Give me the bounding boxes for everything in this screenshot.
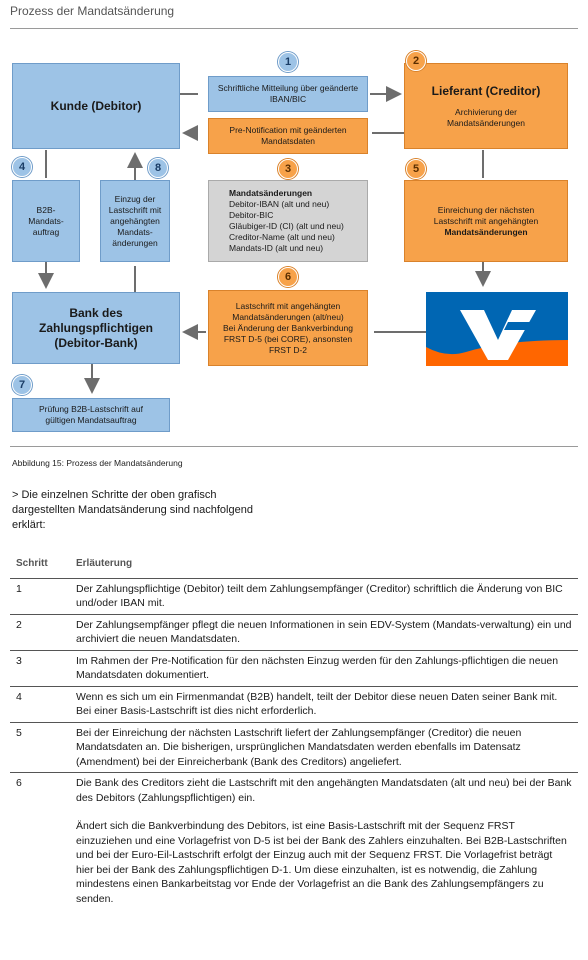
table-row [10, 650, 578, 686]
row-text: Der Zahlungsempfänger pflegt die neuen Informationen in sein EDV-System (Mandats-verwaltung) ein und archiviert die neuen Mandatsdaten. [70, 614, 578, 650]
step-1-badge: 1 [278, 52, 298, 72]
table-row [10, 578, 578, 614]
step-1-box: Schriftliche Mitteilung über geänderte IBAN/BIC [208, 76, 368, 112]
step-6-badge: 6 [278, 267, 298, 287]
table-row [10, 686, 578, 722]
gray-line: Creditor-Name (alt und neu) [229, 232, 335, 242]
table-row [10, 614, 578, 650]
einreichung-text: Einreichung der nächsten Lastschrift mit angehängten [433, 204, 539, 226]
row-text: Bei der Einreichung der nächsten Lastschrift liefert der Zahlungsempfänger (Creditor) die neuen Mandatsdaten an. Die bisherigen, ursprünglichen Mandatsdaten werden ebenfalls im Datensatz (Amendment) bei der Einreicherbank (Bank des Creditors) angeliefert. [70, 722, 578, 773]
mandatsaenderungen-title: Mandatsänderungen [229, 188, 313, 198]
bank-label: Bank des Zahlungspflichtigen (Debitor-Bank) [39, 305, 153, 350]
gray-line: Mandats-ID (alt und neu) [229, 243, 324, 253]
step-5-badge: 5 [406, 159, 426, 179]
b2b-mandatsauftrag-box: B2B-Mandats-auftrag [12, 180, 80, 262]
diagram-bottom-divider [10, 446, 578, 447]
gray-line: Gläubiger-ID (CI) (alt und neu) [229, 221, 344, 231]
mandatsaenderungen-box [208, 180, 368, 262]
divider [10, 28, 578, 29]
row-step: 1 [10, 578, 70, 614]
einreichung-bold: Mandatsänderungen [444, 226, 528, 237]
row-step: 6 [10, 773, 70, 910]
step-2-badge: 2 [406, 51, 426, 71]
step-7-badge: 7 [12, 375, 32, 395]
step-6-text-a: Lastschrift mit angehängten Mandatsänderungen (alt/neu) [232, 300, 344, 322]
row-text: Wenn es sich um ein Firmenmandat (B2B) handelt, teilt der Debitor diese neuen Daten seiner Bank mit. Bei einer Basis-Lastschrift ist dies nicht erforderlich. [70, 686, 578, 722]
volksbank-logo-icon [426, 292, 568, 366]
step-4-badge: 4 [12, 157, 32, 177]
step-6-text-b: Bei Änderung der Bankverbindung FRST D-5 (bei CORE), ansonsten FRST D-2 [223, 322, 353, 355]
step-6-box [208, 290, 368, 366]
row-text: Im Rahmen der Pre-Notification für den nächsten Einzug werden für den Zahlungs-pflichtigen die neuen Mandatsdaten dokumentiert. [70, 650, 578, 686]
table-row [10, 773, 578, 910]
page-title: Prozess der Mandatsänderung [10, 4, 175, 18]
einreichung-box [404, 180, 568, 262]
prenotification-box: Pre-Notification mit geänderten Mandatsdaten [208, 118, 368, 154]
table-header-row [10, 553, 578, 578]
row-text: Der Zahlungspflichtige (Debitor) teilt dem Zahlungsempfänger (Creditor) schriftlich die Änderung von BIC und/oder IBAN mit. [70, 578, 578, 614]
row-step: 5 [10, 722, 70, 773]
kunde-box [12, 63, 180, 149]
intro-text: > Die einzelnen Schritte der oben grafisch dargestellten Mandatsänderung sind nachfolgend erklärt: [12, 489, 253, 531]
figure-caption: Abbildung 15: Prozess der Mandatsänderung [12, 458, 183, 468]
lieferant-label: Lieferant (Creditor) [431, 83, 541, 98]
row-step: 2 [10, 614, 70, 650]
header-erlaeuterung: Erläuterung [70, 553, 578, 578]
bank-box [12, 292, 180, 364]
lieferant-box [404, 63, 568, 149]
gray-line: Debitor-BIC [229, 210, 274, 220]
steps-table [10, 553, 578, 909]
kunde-label: Kunde (Debitor) [50, 98, 142, 113]
pruefung-box: Prüfung B2B-Lastschrift auf gültigen Mandatsauftrag [12, 398, 170, 432]
header-schritt: Schritt [10, 553, 70, 578]
row-step: 3 [10, 650, 70, 686]
step-3-badge: 3 [278, 159, 298, 179]
table-row [10, 722, 578, 773]
row-step: 4 [10, 686, 70, 722]
einzug-box: Einzug der Lastschrift mit angehängten Mandats-änderungen [100, 180, 170, 262]
row-text: Die Bank des Creditors zieht die Lastschrift mit den angehängten Mandatsdaten (alt und neu) bei der Bank des Debitors (Zahlungspflichtigen) ein. [76, 777, 572, 804]
step-8-badge: 8 [148, 158, 168, 178]
volksbank-logo [426, 292, 568, 366]
row-text-container [70, 773, 578, 910]
gray-line: Debitor-IBAN (alt und neu) [229, 199, 330, 209]
lieferant-sub: Archivierung der Mandatsänderungen [447, 106, 525, 128]
row-text-2: Ändert sich die Bankverbindung des Debitors, ist eine Basis-Lastschrift mit der Sequenz FRST einzuziehen und eine Vorlagefrist von D-5 ist bei der Bank des Zahlers einzuhalten. Bei B2B-Lastschriften und bei der Euro-Eil-Lastschrift erfolgt der Einzug auch mit der Sequenz FRST. Die Vorlagefrist beträgt hier bei der Bank des Zahlungspflichtigen D-1. Um diese einzuhalten, ist es notwendig, die Zahlung mindestens einen Bankarbeitstag vor Ende der Vorlagefrist an die Bank des Zahlungsempfängers zu senden. [76, 820, 567, 905]
